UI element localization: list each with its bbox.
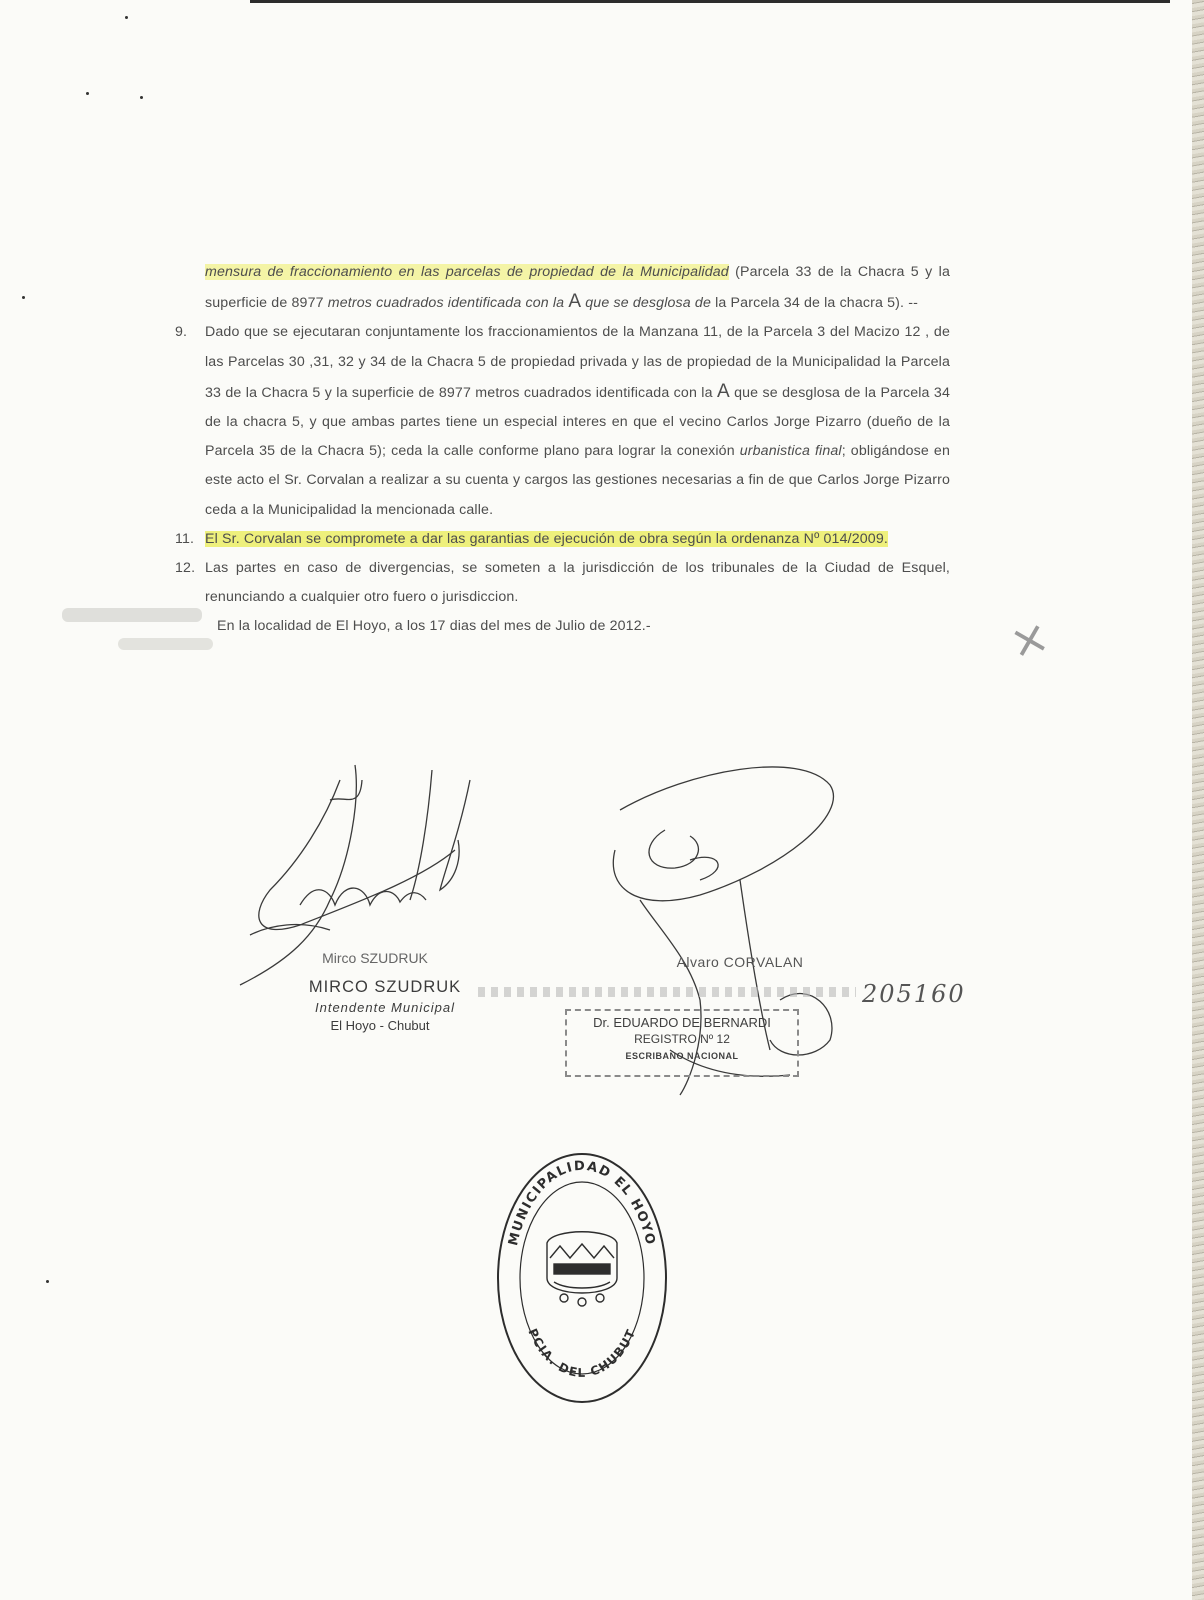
clause-number: 12. (175, 560, 196, 577)
seal-bottom-text: PCIA. DEL CHUBUT (525, 1326, 639, 1380)
faint-stamp-trace (478, 987, 856, 997)
signer-left-role: Intendente Municipal (315, 1000, 455, 1015)
seal-emblem-icon (547, 1232, 617, 1306)
svg-text:MUNICIPALIDAD EL HOYO (506, 1159, 658, 1247)
paragraph-continuation: mensura de fraccionamiento en las parcelas de propiedad de la Municipalidad (Parcela 33 de la Chacra 5 y la superficie de 8977 metros cuadrados identificada con la A que se desglosa de la Parcela 34 de la chacra 5). -- (205, 264, 950, 313)
municipal-seal (492, 1148, 672, 1408)
clause-12: 12. Las partes en caso de divergencias, se someten a la jurisdicción de los tribunales de la Ciudad de Esquel, renunciando a cualquier otro fuero o jurisdiccion. (175, 554, 950, 612)
notary-title: ESCRIBANO NACIONAL (625, 1051, 739, 1061)
highlighted-text: El Sr. Corvalan se compromete a dar las garantias de ejecución de obra según la ordenanza Nº 014/2009. (205, 530, 888, 547)
handwritten-x-mark: × (1003, 607, 1055, 671)
signer-right-name: Alvaro CORVALAN (676, 954, 804, 970)
clause-number: 11. (175, 530, 195, 547)
signer-left-name: Mirco SZUDRUK (322, 950, 428, 966)
handwritten-number: 205160 (862, 980, 966, 1008)
closing-date-line: En la localidad de El Hoyo, a los 17 dias del mes de Julio de 2012.- (217, 618, 651, 635)
clause-9: 9. Dado que se ejecutaran conjuntamente los fraccionamientos de la Manzana 11, de la Parcela 3 del Macizo 12 , de las Parcelas 30 ,31, 32 y 34 de la Chacra 5 de propiedad privada y las de propiedad de la Municipalidad la Parcela 33 de la Chacra 5 y la superficie de 8977 metros cuadrados identificada con la A que se desglosa de la Parcela 34 de la chacra 5, y que ambas partes tiene un especial interes en que el vecino Carlos Jorge Pizarro (dueño de la Parcela 35 de la Chacra 5); ceda la calle conforme plano para lograr la conexión urbanistica final; obligándose en este acto el Sr. Corvalan a realizar a su cuenta y cargos las gestiones necesarias a fin de que Carlos Jorge Pizarro ceda a la Municipalidad la mencionada calle. (175, 318, 950, 524)
seal-top-text: MUNICIPALIDAD EL HOYO (506, 1158, 658, 1248)
notary-stamp (565, 1009, 799, 1077)
paper-edge (1192, 0, 1204, 1600)
highlighted-text: mensura de fraccionamiento en las parcelas de propiedad de la Municipalidad (205, 264, 729, 280)
signer-left-stamp-name: MIRCO SZUDRUK (308, 978, 462, 996)
notary-registry: REGISTRO Nº 12 (634, 1032, 730, 1046)
svg-text:PCIA. DEL CHUBUT (525, 1326, 638, 1379)
notary-name: Dr. EDUARDO DE BERNARDI (593, 1015, 771, 1030)
clause-number: 9. (175, 324, 188, 341)
signer-left-place: El Hoyo - Chubut (330, 1018, 430, 1033)
